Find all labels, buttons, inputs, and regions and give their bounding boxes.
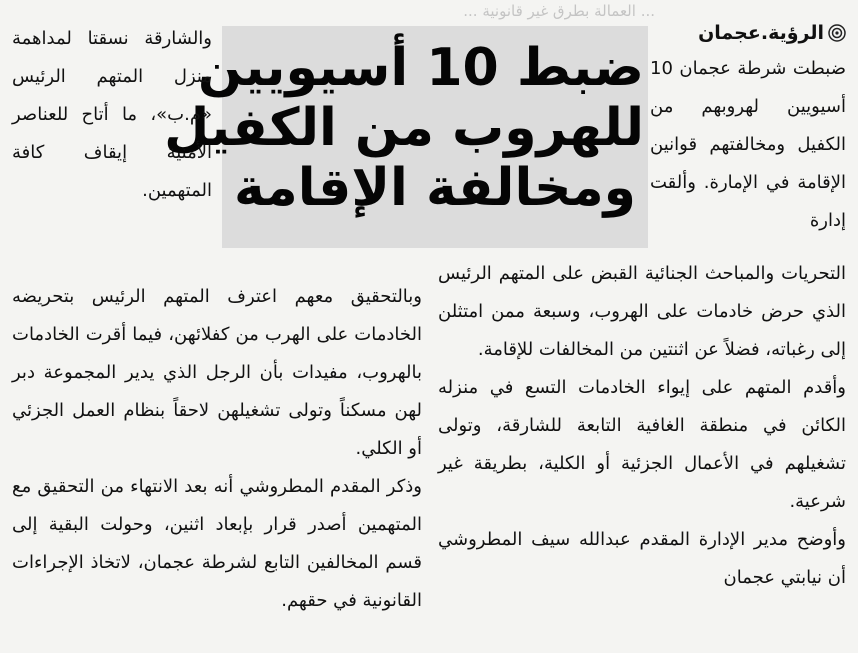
- paragraph: وأقدم المتهم على إيواء الخادمات التسع في منزله الكائن في منطقة الغافية التابعة للشارقة، وتولى تشغيلهم في الأعمال الجزئية أو الكلية، بطريقة غير شرعية.: [438, 377, 846, 512]
- paragraph: التحريات والمباحث الجنائية القبض على المتهم الرئيس الذي حرض خادمات على الهروب، وسبعة ممن امتثلن إلى رغباته، فضلاً عن اثنتين من المخالفات للإقامة.: [438, 263, 846, 360]
- headline-line-2: للهروب من الكفيل: [164, 98, 644, 158]
- byline-location: عجمان: [698, 22, 761, 44]
- paragraph: والشارقة نسقتا لمداهمة منزل المتهم الرئيس «م.ب»، ما أتاح للعناصر الأمنية إيقاف كافة المتهمين.: [12, 28, 212, 201]
- headline-line-1: ضبط 10 أسيويين: [197, 38, 644, 98]
- byline-separator: .: [760, 22, 769, 44]
- paragraph: وذكر المقدم المطروشي أنه بعد الانتهاء من التحقيق مع المتهمين أصدر قرار بإبعاد اثنين، وحولت البقية إلى قسم المخالفين التابع لشرطة عجمان، لاتخاذ الإجراءات القانونية في حقهم.: [12, 476, 422, 611]
- bleed-through-text: ... العمالة بطرق غير قانونية ...: [463, 2, 655, 20]
- newspaper-logo-icon: [828, 23, 846, 41]
- article-column-right-lower: [438, 255, 846, 597]
- paragraph: وأوضح مدير الإدارة المقدم عبدالله سيف المطروشي أن نيابتي عجمان: [438, 529, 846, 588]
- byline-source: الرؤية: [768, 22, 824, 44]
- headline: [164, 38, 644, 218]
- byline: [646, 20, 846, 46]
- headline-line-3: ومخالفة الإقامة: [234, 158, 636, 218]
- article-column-left-lower: [12, 278, 422, 620]
- paragraph: ضبطت شرطة عجمان 10 أسيويين لهروبهم من الكفيل ومخالفتهم قوانين الإقامة في الإمارة. وألقت إدارة: [650, 58, 846, 231]
- paragraph: وبالتحقيق معهم اعترف المتهم الرئيس بتحريضه الخادمات على الهرب من كفلائهن، فيما أقرت الخادمات بالهروب، مفيدات بأن الرجل الذي يدير المجموعة دبر لهن مسكناً وتولى تشغيلهن لاحقاً بنظام العمل الجزئي أو الكلي.: [12, 286, 422, 459]
- article-column-right-upper: [650, 50, 846, 240]
- article-column-left-upper: [12, 20, 212, 210]
